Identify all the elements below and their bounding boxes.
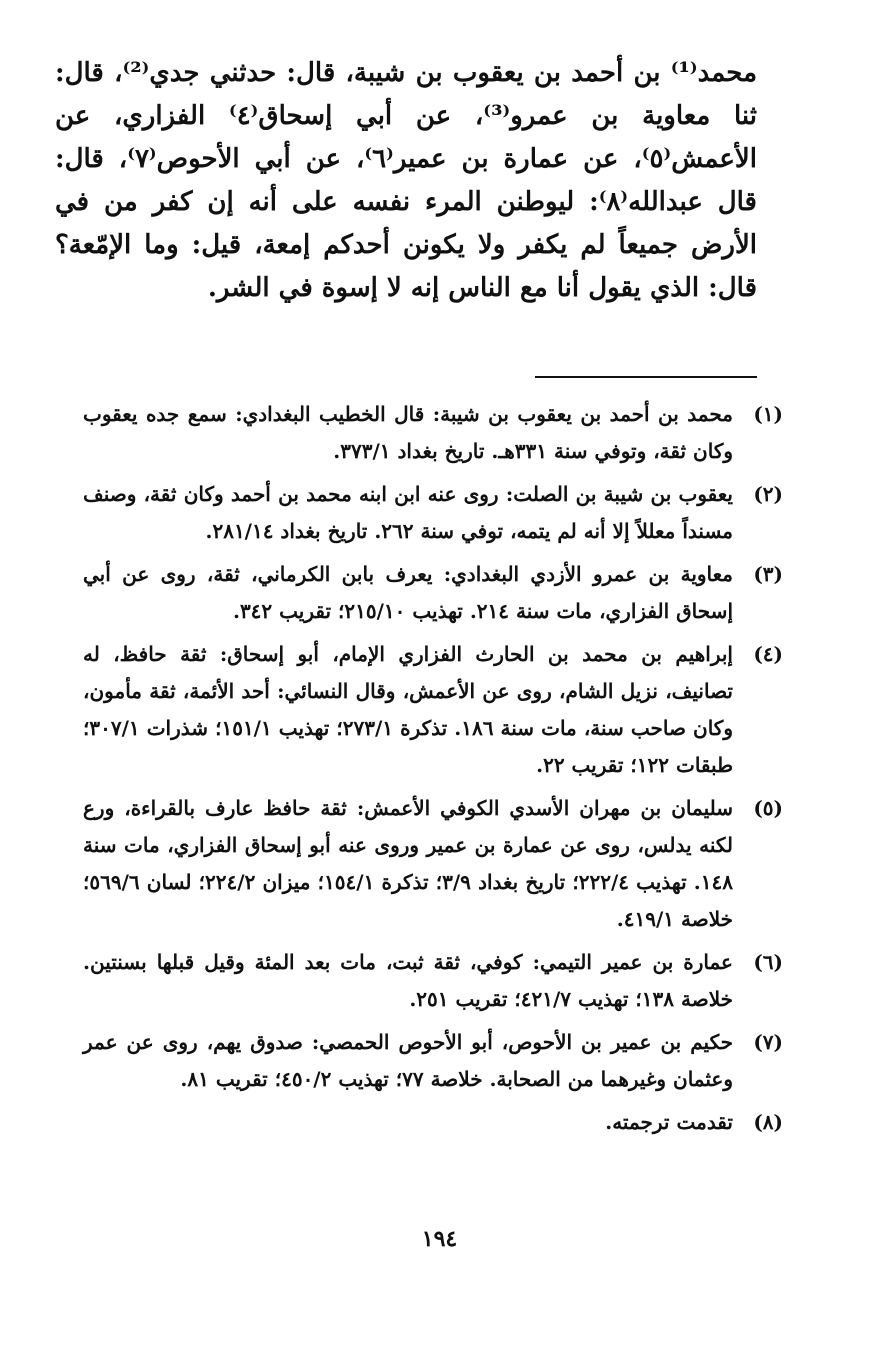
footnote-2 bbox=[83, 476, 783, 550]
footnote-number: (٦) bbox=[753, 950, 783, 974]
footnote-text: إبراهيم بن محمد بن الحارث الفزاري الإمام، أبو إسحاق: ثقة حافظ، له تصانيف، نزيل الشام، روى عن الأعمش، وقال النسائي: أحد الأئمة، ثقة مأمون، وكان صاحب سنة، مات سنة ١٨٦. تذكرة ٢٧٣/١؛ تهذيب ١٥١/١؛ شذرات ٣٠٧/١؛ طبقات ١٢٢؛ تقريب ٢٢. bbox=[83, 642, 733, 777]
footnote-3 bbox=[83, 556, 783, 630]
footnote-number: (٧) bbox=[753, 1030, 783, 1054]
page-number: ١٩٤ bbox=[421, 1226, 458, 1252]
footnote-number: (٣) bbox=[753, 562, 783, 586]
footnote-5 bbox=[83, 790, 783, 938]
footnote-1 bbox=[83, 396, 783, 470]
footnote-6 bbox=[83, 944, 783, 1018]
footnote-number: (٢) bbox=[753, 482, 783, 506]
footnote-text: حكيم بن عمير بن الأحوص، أبو الأحوص الحمصي: صدوق يهم، روى عن عمر وعثمان وغيرهما من الصحابة. خلاصة ٧٧؛ تهذيب ٤٥٠/٢؛ تقريب ٨١. bbox=[83, 1030, 733, 1091]
main-text bbox=[55, 52, 757, 310]
footnote-4 bbox=[83, 636, 783, 784]
footnote-text: يعقوب بن شيبة بن الصلت: روى عنه ابن ابنه محمد بن أحمد وكان ثقة، وصنف مسنداً معللاً إلا أنه لم يتمه، توفي سنة ٢٦٢. تاريخ بغداد ٢٨١/١٤. bbox=[83, 482, 733, 543]
footnote-7 bbox=[83, 1024, 783, 1098]
footnote-number: (١) bbox=[753, 402, 783, 426]
footnote-text: سليمان بن مهران الأسدي الكوفي الأعمش: ثقة حافظ عارف بالقراءة، ورع لكنه يدلس، روى عن عمارة بن عمير وروى عنه أبو إسحاق الفزاري، مات سنة ١٤٨. تهذيب ٢٢٢/٤؛ تاريخ بغداد ٣/٩؛ تذكرة ١٥٤/١؛ ميزان ٢٢٤/٢؛ لسان ٥٦٩/٦؛ خلاصة ٤١٩/١. bbox=[83, 796, 734, 931]
footnote-separator bbox=[535, 376, 757, 378]
footnote-text: محمد بن أحمد بن يعقوب بن شيبة: قال الخطيب البغدادي: سمع جده يعقوب وكان ثقة، وتوفي سنة ٣٣١هـ. تاريخ بغداد ٣٧٣/١. bbox=[83, 402, 733, 463]
footnotes bbox=[83, 396, 783, 1147]
footnote-number: (٥) bbox=[753, 796, 783, 820]
footnote-text: معاوية بن عمرو الأزدي البغدادي: يعرف بابن الكرماني، ثقة، روى عن أبي إسحاق الفزاري، مات سنة ٢١٤. تهذيب ٢١٥/١٠؛ تقريب ٣٤٢. bbox=[83, 562, 733, 623]
main-paragraph: محمد⁽¹⁾ بن أحمد بن يعقوب بن شيبة، قال: حدثني جدي⁽²⁾، قال: ثنا معاوية بن عمرو⁽³⁾، عن أبي إسحاق⁽٤⁾ الفزاري، عن الأعمش⁽٥⁾، عن عمارة بن عمير⁽٦⁾، عن أبي الأحوص⁽٧⁾، قال: قال عبدالله⁽٨⁾: ليوطنن المرء نفسه على أنه إن كفر من في الأرض جميعاً لم يكفر ولا يكونن أحدكم إمعة، قيل: وما الإمّعة؟ قال: الذي يقول أنا مع الناس إنه لا إسوة في الشر. bbox=[55, 58, 757, 303]
footnote-8 bbox=[83, 1104, 783, 1141]
footnote-text: عمارة بن عمير التيمي: كوفي، ثقة ثبت، مات بعد المئة وقيل قبلها بسنتين. خلاصة ١٣٨؛ تهذيب ٤٢١/٧؛ تقريب ٢٥١. bbox=[83, 950, 733, 1011]
footnote-text: تقدمت ترجمته. bbox=[605, 1110, 733, 1134]
footnote-number: (٤) bbox=[753, 642, 783, 666]
footnote-number: (٨) bbox=[753, 1110, 783, 1134]
